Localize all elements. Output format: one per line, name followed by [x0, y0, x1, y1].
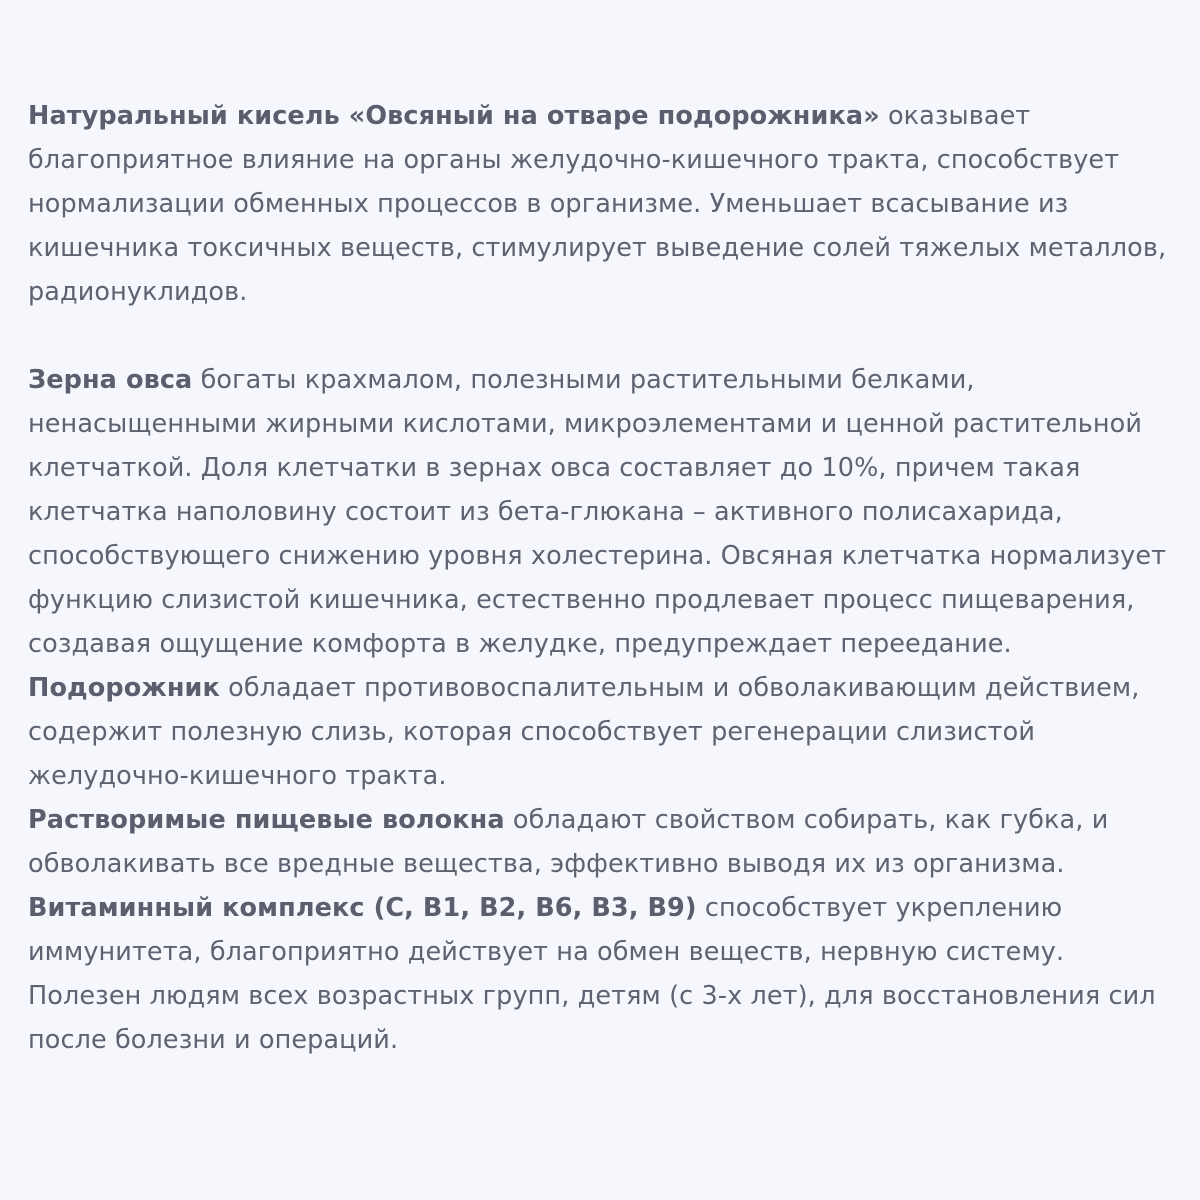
paragraph-plantain-text: обладает противовоспалительным и обволакивающим действием, содержит полезную слизь, которая способствует регенерации слизистой желудочно-кишечного тракта. [28, 673, 1140, 791]
paragraph-intro-heading: Натуральный кисель «Овсяный на отваре подорожника» [28, 101, 880, 131]
product-description [28, 94, 1178, 1062]
paragraph-fibers-text: обладают свойством собирать, как губка, и обволакивать все вредные вещества, эффективно выводя их из организма. [28, 805, 1109, 879]
paragraph-intro-text: оказывает благоприятное влияние на органы желудочно-кишечного тракта, способствует нормализации обменных процессов в организме. Уменьшает всасывание из кишечника токсичных веществ, стимулирует выведение солей тяжелых металлов, радионуклидов. [28, 101, 1167, 307]
paragraph-usage [28, 974, 1178, 1062]
paragraph-oat-grains [28, 358, 1178, 666]
paragraph-usage-text: Полезен людям всех возрастных групп, детям (с 3-х лет), для восстановления сил после болезни и операций. [28, 981, 1156, 1055]
paragraph-plantain [28, 666, 1178, 798]
paragraph-fibers-heading: Растворимые пищевые волокна [28, 805, 505, 835]
paragraph-intro [28, 94, 1178, 314]
paragraph-oat-grains-text: богаты крахмалом, полезными растительными белками, ненасыщенными жирными кислотами, микроэлементами и ценной растительной клетчаткой. Доля клетчатки в зернах овса составляет до 10%, причем такая клетчатка наполовину состоит из бета-глюкана – активного полисахарида, способствующего снижению уровня холестерина. Овсяная клетчатка нормализует функцию слизистой кишечника, естественно продлевает процесс пищеварения, создавая ощущение комфорта в желудке, предупреждает переедание. [28, 365, 1167, 659]
paragraph-fibers [28, 798, 1178, 886]
paragraph-vitamins-text: способствует укреплению иммунитета, благоприятно действует на обмен веществ, нервную систему. [28, 893, 1065, 967]
paragraph-plantain-heading: Подорожник [28, 673, 220, 703]
paragraph-oat-grains-heading: Зерна овса [28, 365, 193, 395]
paragraph-vitamins [28, 886, 1178, 974]
paragraph-vitamins-heading: Витаминный комплекс (C, B1, B2, B6, B3, B9) [28, 893, 697, 923]
